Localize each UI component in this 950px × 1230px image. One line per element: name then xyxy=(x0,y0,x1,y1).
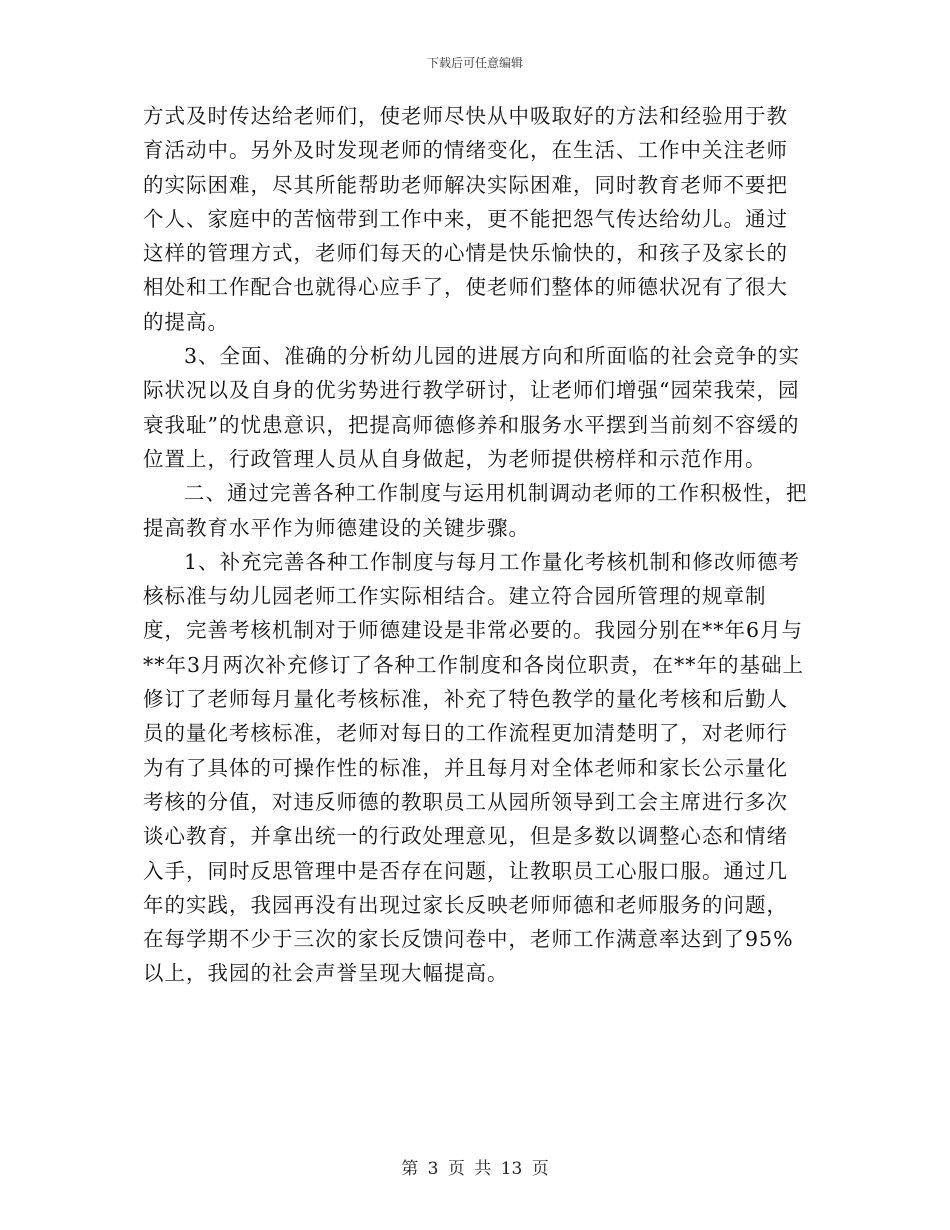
paragraph-item-3: 3、全面、准确的分析幼儿园的进展方向和所面临的社会竞争的实际状况以及自身的优劣势进行教学研讨，让老师们增强“园荣我荣，园衰我耻”的忧患意识，把提高师德修养和服务水平摆到当前刻不容缓的位置上，行政管理人员从自身做起，为老师提供榜样和示范作用。 xyxy=(143,344,801,471)
paragraph-continuation: 方式及时传达给老师们，使老师尽快从中吸取好的方法和经验用于教育活动中。另外及时发现老师的情绪变化，在生活、工作中关注老师的实际困难，尽其所能帮助老师解决实际困难，同时教育老师不要把个人、家庭中的苦恼带到工作中来，更不能把怨气传达给幼儿。通过这样的管理方式，老师们每天的心情是快乐愉快的，和孩子及家长的相处和工作配合也就得心应手了，使老师们整体的师德状况有了很大的提高。 xyxy=(143,104,788,334)
document-body xyxy=(143,99,808,991)
page-number: 第 3 页 共 13 页 xyxy=(401,1159,549,1179)
page-header: 下载后可任意编辑 xyxy=(426,56,523,70)
paragraph-section-two-heading: 二、通过完善各种工作制度与运用机制调动老师的工作积极性，把提高教育水平作为师德建设的关键步骤。 xyxy=(143,481,808,540)
paragraph-item-1: 1、补充完善各种工作制度与每月工作量化考核机制和修改师德考核标准与幼儿园老师工作实际相结合。建立符合园所管理的规章制度，完善考核机制对于师德建设是非常必要的。我园分别在**年6月与**年3月两次补充修订了各种工作制度和各岗位职责，在**年的基础上修订了老师每月量化考核标准，补充了特色教学的量化考核和后勤人员的量化考核标准，老师对每日的工作流程更加清楚明了，对老师行为有了具体的可操作性的标准，并且每月对全体老师和家长公示量化考核的分值，对违反师德的教职员工从园所领导到工会主席进行多次谈心教育，并拿出统一的行政处理意见，但是多数以调整心态和情绪入手，同时反思管理中是否存在问题，让教职员工心服口服。通过几年的实践，我园再没有出现过家长反映老师师德和老师服务的问题，在每学期不少于三次的家长反馈问卷中，老师工作满意率达到了95%以上，我园的社会声誉呈现大幅提高。 xyxy=(143,549,805,986)
